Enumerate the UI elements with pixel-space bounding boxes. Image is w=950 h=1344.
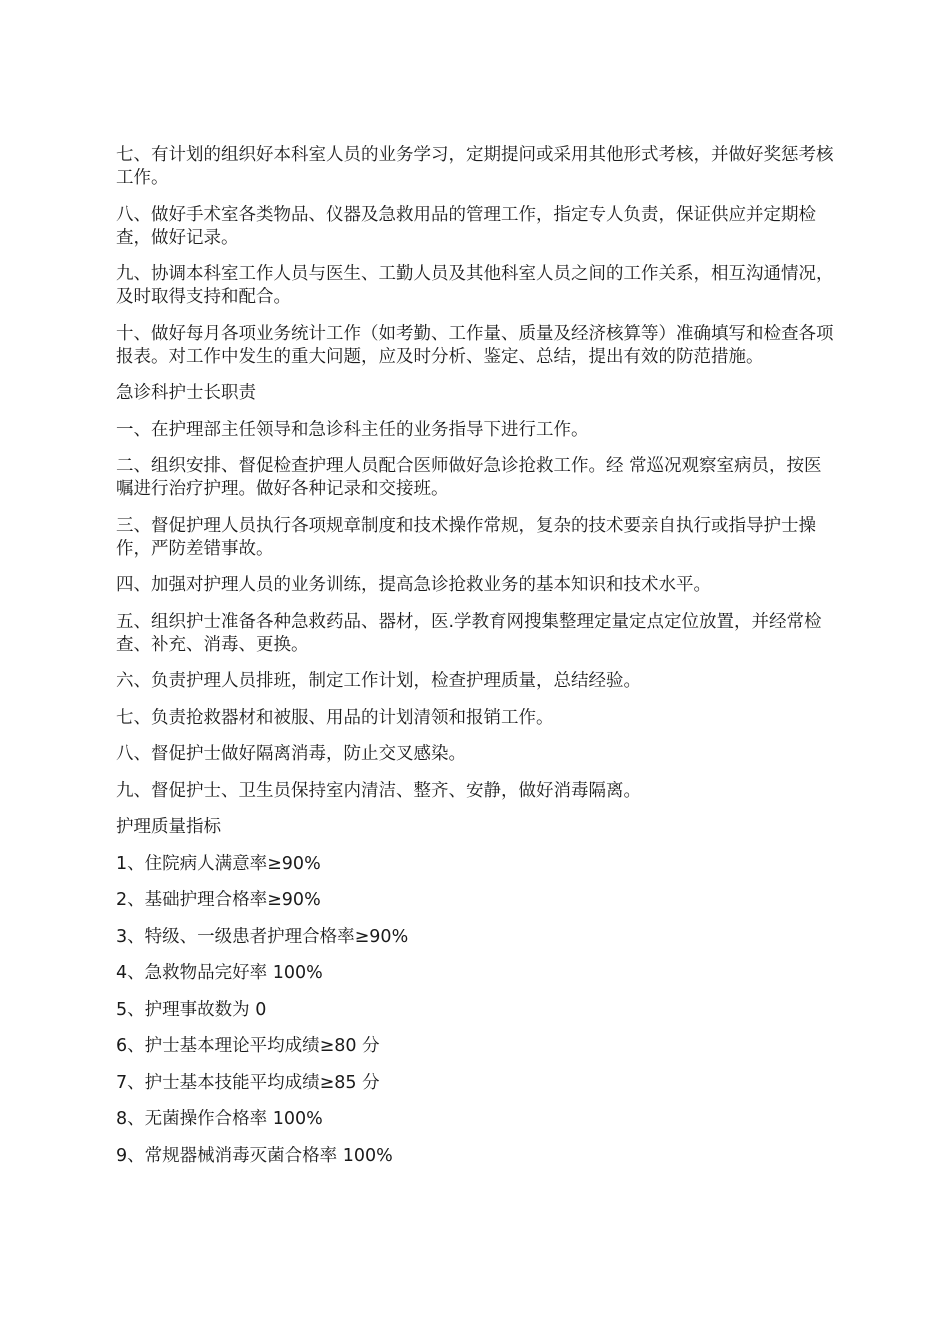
quality-indicator-item: 1、住院病人满意率≥90% [116, 853, 321, 874]
duty-item: 五、组织护士准备各种急救药品、器材，医.学教育网搜集整理定量定点定位放置，并经常检查、补充、消毒、更换。 [116, 611, 822, 655]
duty-item: 八、督促护士做好隔离消毒，防止交叉感染。 [116, 744, 466, 764]
document-body [116, 144, 836, 1181]
duty-item: 七、负责抢救器材和被服、用品的计划清领和报销工作。 [116, 707, 554, 728]
quality-indicator-item: 7、护士基本技能平均成绩≥85 分 [116, 1072, 380, 1093]
duty-item: 九、督促护士、卫生员保持室内清洁、整齐、安静，做好消毒隔离。 [116, 780, 641, 801]
duty-item: 十、做好每月各项业务统计工作（如考勤、工作量、质量及经济核算等）准确填写和检查各项报表。对工作中发生的重大问题，应及时分析、鉴定、总结，提出有效的防范措施。 [116, 323, 834, 367]
duty-item: 四、加强对护理人员的业务训练，提高急诊抢救业务的基本知识和技术水平。 [116, 575, 711, 595]
quality-indicator-item: 6、护士基本理论平均成绩≥80 分 [116, 1036, 380, 1056]
duty-item: 七、有计划的组织好本科室人员的业务学习，定期提问或采用其他形式考核，并做好奖惩考核工作。 [116, 145, 834, 188]
quality-indicator-item: 2、基础护理合格率≥90% [116, 890, 321, 910]
quality-indicator-item: 8、无菌操作合格率 100% [116, 1109, 323, 1129]
duty-item: 三、督促护理人员执行各项规章制度和技术操作常规，复杂的技术要亲自执行或指导护士操作，严防差错事故。 [116, 515, 816, 559]
duty-item: 八、做好手术室各类物品、仪器及急救用品的管理工作，指定专人负责，保证供应并定期检查，做好记录。 [116, 204, 816, 248]
duty-item: 六、负责护理人员排班，制定工作计划，检查护理质量，总结经验。 [116, 671, 641, 691]
section-title-quality-indicators: 护理质量指标 [116, 817, 221, 837]
section-title-emergency-head-nurse: 急诊科护士长职责 [116, 383, 256, 403]
quality-indicator-item: 4、急救物品完好率 100% [116, 963, 323, 983]
duty-item: 一、在护理部主任领导和急诊科主任的业务指导下进行工作。 [116, 419, 589, 440]
quality-indicator-item: 3、特级、一级患者护理合格率≥90% [116, 926, 409, 947]
duty-item: 二、组织安排、督促检查护理人员配合医师做好急诊抢救工作。经 常巡况观察室病员，按医嘱进行治疗护理。做好各种记录和交接班。 [116, 456, 822, 499]
quality-indicator-item: 9、常规器械消毒灭菌合格率 100% [116, 1145, 393, 1166]
quality-indicator-item: 5、护理事故数为 0 [116, 999, 267, 1020]
duty-item: 九、协调本科室工作人员与医生、工勤人员及其他科室人员之间的工作关系，相互沟通情况，及时取得支持和配合。 [116, 264, 834, 307]
